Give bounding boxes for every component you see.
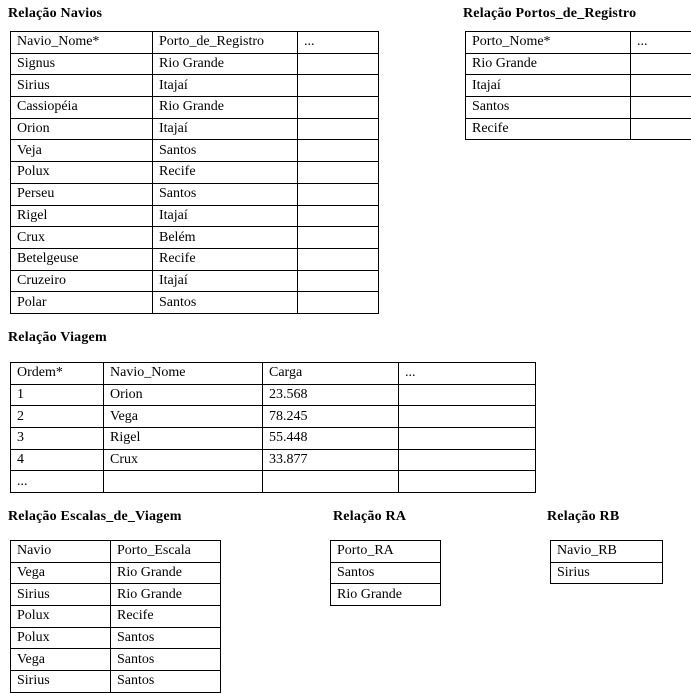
table-row bbox=[551, 562, 663, 584]
table-cell bbox=[298, 140, 379, 162]
table-cell: Itajaí bbox=[153, 270, 298, 292]
table-cell bbox=[298, 183, 379, 205]
table-cell: 23.568 bbox=[263, 384, 399, 406]
relation-table-rb bbox=[550, 540, 663, 584]
table-row bbox=[11, 428, 536, 450]
relation-title-escalas-de-viagem: Relação Escalas_de_Viagem bbox=[8, 509, 182, 525]
table-row bbox=[11, 292, 379, 314]
table-cell: Santos bbox=[111, 649, 221, 671]
column-header: Navio bbox=[11, 541, 111, 563]
table-row bbox=[331, 584, 441, 606]
table-cell bbox=[298, 118, 379, 140]
table-cell bbox=[298, 270, 379, 292]
column-header: Navio_Nome bbox=[104, 363, 263, 385]
table-row bbox=[11, 606, 221, 628]
table-cell: Recife bbox=[153, 162, 298, 184]
table-row bbox=[11, 227, 379, 249]
table-cell: Belém bbox=[153, 227, 298, 249]
header-row bbox=[11, 363, 536, 385]
table-cell: Polux bbox=[11, 606, 111, 628]
column-header: ... bbox=[298, 32, 379, 54]
table-cell bbox=[298, 75, 379, 97]
table-row bbox=[466, 118, 691, 140]
table-cell: Santos bbox=[153, 140, 298, 162]
relation-title-navios: Relação Navios bbox=[8, 6, 102, 22]
relation-table-viagem bbox=[10, 362, 536, 493]
column-header: Navio_Nome* bbox=[11, 32, 153, 54]
table-row bbox=[11, 53, 379, 75]
table-cell: Santos bbox=[111, 627, 221, 649]
table-cell: Itajaí bbox=[153, 118, 298, 140]
table-row bbox=[11, 205, 379, 227]
table-cell bbox=[263, 471, 399, 493]
table-cell: Santos bbox=[466, 97, 631, 119]
column-header: Navio_RB bbox=[551, 541, 663, 563]
table-cell: Betelgeuse bbox=[11, 248, 153, 270]
header-row bbox=[331, 541, 441, 563]
table-cell: 3 bbox=[11, 428, 104, 450]
table-cell: Polux bbox=[11, 162, 153, 184]
header-row bbox=[551, 541, 663, 563]
table-cell: 33.877 bbox=[263, 449, 399, 471]
table-row bbox=[11, 248, 379, 270]
table-cell: Recife bbox=[111, 606, 221, 628]
header-row bbox=[11, 32, 379, 54]
table-cell: 55.448 bbox=[263, 428, 399, 450]
table-cell bbox=[399, 406, 536, 428]
table-cell bbox=[298, 97, 379, 119]
table-cell bbox=[298, 292, 379, 314]
table-cell: Orion bbox=[104, 384, 263, 406]
table-row bbox=[11, 183, 379, 205]
relation-title-viagem: Relação Viagem bbox=[8, 330, 107, 346]
table-cell: Polux bbox=[11, 627, 111, 649]
table-cell: Sirius bbox=[11, 75, 153, 97]
table-cell: Santos bbox=[331, 562, 441, 584]
table-cell: Veja bbox=[11, 140, 153, 162]
table-cell: 4 bbox=[11, 449, 104, 471]
table-cell: 1 bbox=[11, 384, 104, 406]
table-cell bbox=[631, 53, 691, 75]
table-cell bbox=[298, 162, 379, 184]
table-cell bbox=[104, 471, 263, 493]
table-cell: Itajaí bbox=[153, 205, 298, 227]
table-cell: Cruzeiro bbox=[11, 270, 153, 292]
column-header: Porto_RA bbox=[331, 541, 441, 563]
table-row bbox=[11, 627, 221, 649]
table-cell bbox=[298, 227, 379, 249]
table-cell: 2 bbox=[11, 406, 104, 428]
table-cell: Sirius bbox=[11, 671, 111, 693]
table-cell bbox=[298, 205, 379, 227]
table-cell bbox=[399, 384, 536, 406]
table-cell: Itajaí bbox=[466, 75, 631, 97]
table-cell: 78.245 bbox=[263, 406, 399, 428]
table-row bbox=[11, 118, 379, 140]
table-cell: Rio Grande bbox=[331, 584, 441, 606]
table-cell: Itajaí bbox=[153, 75, 298, 97]
table-cell: Sirius bbox=[11, 584, 111, 606]
table-cell: Vega bbox=[104, 406, 263, 428]
table-row bbox=[11, 406, 536, 428]
column-header: ... bbox=[399, 363, 536, 385]
table-cell bbox=[399, 449, 536, 471]
table-cell: Santos bbox=[153, 292, 298, 314]
relation-title-portos-de-registro: Relação Portos_de_Registro bbox=[463, 6, 636, 22]
table-row bbox=[11, 97, 379, 119]
table-cell: Santos bbox=[153, 183, 298, 205]
table-row bbox=[11, 162, 379, 184]
table-cell bbox=[298, 248, 379, 270]
table-cell: Recife bbox=[466, 118, 631, 140]
table-cell: Signus bbox=[11, 53, 153, 75]
relation-table-portos-de-registro bbox=[465, 31, 691, 140]
relation-table-navios bbox=[10, 31, 379, 314]
table-cell: Polar bbox=[11, 292, 153, 314]
table-row bbox=[11, 649, 221, 671]
table-cell: Crux bbox=[11, 227, 153, 249]
table-row bbox=[11, 140, 379, 162]
column-header: Porto_Escala bbox=[111, 541, 221, 563]
table-cell: Recife bbox=[153, 248, 298, 270]
table-row bbox=[11, 384, 536, 406]
table-cell: Orion bbox=[11, 118, 153, 140]
table-cell: Rio Grande bbox=[111, 584, 221, 606]
header-row bbox=[466, 32, 691, 54]
table-cell: Santos bbox=[111, 671, 221, 693]
table-cell bbox=[399, 428, 536, 450]
table-cell bbox=[298, 53, 379, 75]
table-cell: Perseu bbox=[11, 183, 153, 205]
table-row bbox=[11, 671, 221, 693]
table-row bbox=[11, 270, 379, 292]
table-cell: ... bbox=[11, 471, 104, 493]
relation-table-escalas-de-viagem bbox=[10, 540, 221, 693]
table-cell bbox=[631, 75, 691, 97]
table-cell: Vega bbox=[11, 649, 111, 671]
relation-title-rb: Relação RB bbox=[547, 509, 619, 525]
table-cell: Sirius bbox=[551, 562, 663, 584]
table-row bbox=[331, 562, 441, 584]
table-row bbox=[11, 449, 536, 471]
table-cell: Rigel bbox=[11, 205, 153, 227]
table-cell: Rio Grande bbox=[466, 53, 631, 75]
relation-title-ra: Relação RA bbox=[333, 509, 406, 525]
header-row bbox=[11, 541, 221, 563]
table-row bbox=[11, 75, 379, 97]
table-cell: Cassiopéia bbox=[11, 97, 153, 119]
table-cell: Rio Grande bbox=[153, 53, 298, 75]
table-cell bbox=[631, 97, 691, 119]
column-header: ... bbox=[631, 32, 691, 54]
column-header: Porto_de_Registro bbox=[153, 32, 298, 54]
table-cell: Rio Grande bbox=[153, 97, 298, 119]
table-cell: Crux bbox=[104, 449, 263, 471]
table-row bbox=[466, 53, 691, 75]
relation-table-ra bbox=[330, 540, 441, 606]
table-cell: Vega bbox=[11, 562, 111, 584]
column-header: Ordem* bbox=[11, 363, 104, 385]
table-cell: Rigel bbox=[104, 428, 263, 450]
table-row bbox=[466, 75, 691, 97]
table-cell: Rio Grande bbox=[111, 562, 221, 584]
column-header: Porto_Nome* bbox=[466, 32, 631, 54]
table-row bbox=[11, 584, 221, 606]
column-header: Carga bbox=[263, 363, 399, 385]
table-row bbox=[11, 562, 221, 584]
table-row bbox=[11, 471, 536, 493]
table-cell bbox=[399, 471, 536, 493]
table-cell bbox=[631, 118, 691, 140]
table-row bbox=[466, 97, 691, 119]
